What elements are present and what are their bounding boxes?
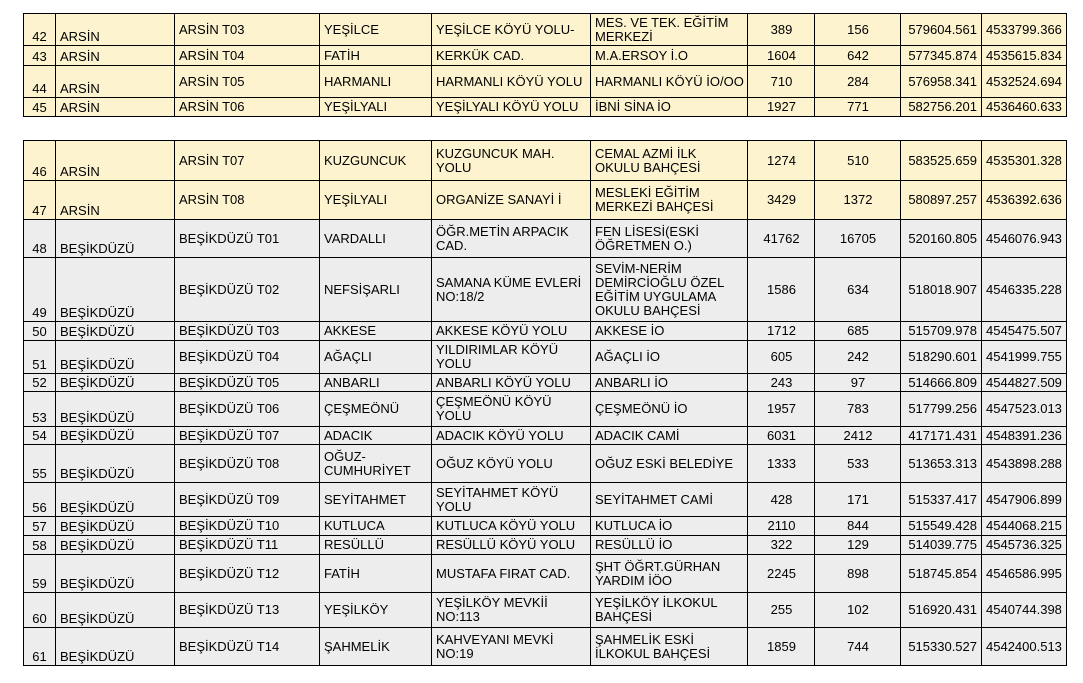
y-coordinate-cell: 4543898.288 [982,445,1067,483]
x-coordinate-cell: 576958.341 [901,66,982,98]
address-cell: KUTLUCA KÖYÜ YOLU [432,517,591,536]
neighborhood-cell: OĞUZ-CUMHURİYET [320,445,432,483]
population-cell: 3429 [748,181,815,220]
y-coordinate-cell: 4547523.013 [982,392,1067,427]
population-cell: 1333 [748,445,815,483]
place-cell: SEYİTAHMET CAMİ [591,483,748,517]
population-cell: 1927 [748,98,815,117]
y-coordinate-cell: 4535615.834 [982,46,1067,66]
table-row [24,258,1067,322]
address-cell: KUZGUNCUK MAH. YOLU [432,141,591,181]
row-number-cell: 43 [24,46,56,66]
district-cell: BEŞİKDÜZÜ [56,341,175,374]
table-row [24,593,1067,628]
row-number-cell: 48 [24,220,56,258]
row-number-cell: 54 [24,427,56,445]
x-coordinate-cell: 580897.257 [901,181,982,220]
population-cell: 1604 [748,46,815,66]
address-cell: KERKÜK CAD. [432,46,591,66]
row-number-cell: 61 [24,628,56,666]
place-cell: AKKESE İO [591,322,748,341]
data-table-main [23,140,1067,666]
place-cell: RESÜLLÜ İO [591,536,748,555]
y-coordinate-cell: 4545475.507 [982,322,1067,341]
x-coordinate-cell: 516920.431 [901,593,982,628]
x-coordinate-cell: 515330.527 [901,628,982,666]
place-cell: ŞHT ÖĞRT.GÜRHAN YARDIM İÖO [591,555,748,593]
y-coordinate-cell: 4535301.328 [982,141,1067,181]
row-number-cell: 50 [24,322,56,341]
neighborhood-cell: ANBARLI [320,374,432,392]
address-cell: ÇEŞMEÖNÜ KÖYÜ YOLU [432,392,591,427]
address-cell: AKKESE KÖYÜ YOLU [432,322,591,341]
district-cell: ARSİN [56,141,175,181]
population-cell: 428 [748,483,815,517]
neighborhood-cell: KUTLUCA [320,517,432,536]
x-coordinate-cell: 517799.256 [901,392,982,427]
neighborhood-cell: HARMANLI [320,66,432,98]
y-coordinate-cell: 4542400.513 [982,628,1067,666]
table-row [24,66,1067,98]
district-cell: ARSİN [56,46,175,66]
district-cell: BEŞİKDÜZÜ [56,628,175,666]
station-code-cell: BEŞİKDÜZÜ T05 [175,374,320,392]
neighborhood-cell: NEFSİŞARLI [320,258,432,322]
y-coordinate-cell: 4544827.509 [982,374,1067,392]
population-cell: 1586 [748,258,815,322]
y-coordinate-cell: 4546335.228 [982,258,1067,322]
x-coordinate-cell: 417171.431 [901,427,982,445]
station-code-cell: BEŞİKDÜZÜ T14 [175,628,320,666]
address-cell: KAHVEYANI MEVKİ NO:19 [432,628,591,666]
table-row [24,483,1067,517]
table-row [24,374,1067,392]
population-cell: 1859 [748,628,815,666]
population-cell: 243 [748,374,815,392]
station-code-cell: BEŞİKDÜZÜ T13 [175,593,320,628]
place-cell: KUTLUCA İO [591,517,748,536]
neighborhood-cell: ÇEŞMEÖNÜ [320,392,432,427]
table-row [24,517,1067,536]
place-cell: MESLEKİ EĞİTİM MERKEZİ BAHÇESİ [591,181,748,220]
place-cell: OĞUZ ESKİ BELEDİYE [591,445,748,483]
row-number-cell: 57 [24,517,56,536]
row-number-cell: 56 [24,483,56,517]
address-cell: RESÜLLÜ KÖYÜ YOLU [432,536,591,555]
table-row [24,555,1067,593]
population-cell: 1712 [748,322,815,341]
household-cell: 533 [815,445,901,483]
station-code-cell: ARSİN T08 [175,181,320,220]
population-cell: 1274 [748,141,815,181]
station-code-cell: BEŞİKDÜZÜ T11 [175,536,320,555]
household-cell: 771 [815,98,901,117]
address-cell: SAMANA KÜME EVLERİ NO:18/2 [432,258,591,322]
district-cell: BEŞİKDÜZÜ [56,374,175,392]
x-coordinate-cell: 514666.809 [901,374,982,392]
address-cell: ÖĞR.METİN ARPACIK CAD. [432,220,591,258]
district-cell: BEŞİKDÜZÜ [56,517,175,536]
x-coordinate-cell: 520160.805 [901,220,982,258]
neighborhood-cell: SEYİTAHMET [320,483,432,517]
y-coordinate-cell: 4546076.943 [982,220,1067,258]
row-number-cell: 46 [24,141,56,181]
household-cell: 156 [815,14,901,46]
x-coordinate-cell: 583525.659 [901,141,982,181]
x-coordinate-cell: 518018.907 [901,258,982,322]
address-cell: HARMANLI KÖYÜ YOLU [432,66,591,98]
household-cell: 171 [815,483,901,517]
row-number-cell: 58 [24,536,56,555]
district-cell: BEŞİKDÜZÜ [56,593,175,628]
household-cell: 744 [815,628,901,666]
x-coordinate-cell: 518745.854 [901,555,982,593]
row-number-cell: 45 [24,98,56,117]
neighborhood-cell: KUZGUNCUK [320,141,432,181]
station-code-cell: ARSİN T07 [175,141,320,181]
station-code-cell: ARSİN T05 [175,66,320,98]
place-cell: YEŞİLKÖY İLKOKUL BAHÇESİ [591,593,748,628]
table-top-body [24,14,1067,117]
household-cell: 284 [815,66,901,98]
y-coordinate-cell: 4545736.325 [982,536,1067,555]
district-cell: BEŞİKDÜZÜ [56,392,175,427]
y-coordinate-cell: 4547906.899 [982,483,1067,517]
population-cell: 322 [748,536,815,555]
place-cell: SEVİM-NERİM DEMİRCİOĞLU ÖZEL EĞİTİM UYGULAMA OKULU BAHÇESİ [591,258,748,322]
population-cell: 255 [748,593,815,628]
table-row [24,628,1067,666]
y-coordinate-cell: 4533799.366 [982,14,1067,46]
y-coordinate-cell: 4541999.755 [982,341,1067,374]
neighborhood-cell: ŞAHMELİK [320,628,432,666]
row-number-cell: 55 [24,445,56,483]
household-cell: 783 [815,392,901,427]
household-cell: 102 [815,593,901,628]
station-code-cell: BEŞİKDÜZÜ T09 [175,483,320,517]
place-cell: ÇEŞMEÖNÜ İO [591,392,748,427]
address-cell: ANBARLI KÖYÜ YOLU [432,374,591,392]
table-row [24,141,1067,181]
address-cell: ADACIK KÖYÜ YOLU [432,427,591,445]
station-code-cell: BEŞİKDÜZÜ T06 [175,392,320,427]
population-cell: 6031 [748,427,815,445]
household-cell: 242 [815,341,901,374]
neighborhood-cell: ADACIK [320,427,432,445]
table-row [24,536,1067,555]
neighborhood-cell: YEŞİLYALI [320,181,432,220]
neighborhood-cell: VARDALLI [320,220,432,258]
household-cell: 844 [815,517,901,536]
district-cell: BEŞİKDÜZÜ [56,258,175,322]
household-cell: 16705 [815,220,901,258]
row-number-cell: 52 [24,374,56,392]
district-cell: BEŞİKDÜZÜ [56,536,175,555]
population-cell: 1957 [748,392,815,427]
district-cell: BEŞİKDÜZÜ [56,220,175,258]
district-cell: ARSİN [56,66,175,98]
table-row [24,392,1067,427]
district-cell: BEŞİKDÜZÜ [56,555,175,593]
table-row [24,220,1067,258]
station-code-cell: ARSİN T04 [175,46,320,66]
household-cell: 97 [815,374,901,392]
population-cell: 41762 [748,220,815,258]
population-cell: 605 [748,341,815,374]
row-number-cell: 44 [24,66,56,98]
household-cell: 510 [815,141,901,181]
district-cell: BEŞİKDÜZÜ [56,427,175,445]
station-code-cell: BEŞİKDÜZÜ T01 [175,220,320,258]
station-code-cell: ARSİN T06 [175,98,320,117]
address-cell: YEŞİLCE KÖYÜ YOLU- [432,14,591,46]
neighborhood-cell: FATİH [320,555,432,593]
address-cell: YILDIRIMLAR KÖYÜ YOLU [432,341,591,374]
x-coordinate-cell: 579604.561 [901,14,982,46]
table-row [24,322,1067,341]
neighborhood-cell: AKKESE [320,322,432,341]
address-cell: YEŞİLYALI KÖYÜ YOLU [432,98,591,117]
address-cell: ORGANİZE SANAYİ İ [432,181,591,220]
table-row [24,98,1067,117]
place-cell: CEMAL AZMİ İLK OKULU BAHÇESİ [591,141,748,181]
table-row [24,427,1067,445]
neighborhood-cell: AĞAÇLI [320,341,432,374]
address-cell: OĞUZ KÖYÜ YOLU [432,445,591,483]
station-code-cell: BEŞİKDÜZÜ T10 [175,517,320,536]
table-row [24,46,1067,66]
place-cell: ADACIK CAMİ [591,427,748,445]
district-cell: ARSİN [56,181,175,220]
y-coordinate-cell: 4540744.398 [982,593,1067,628]
x-coordinate-cell: 577345.874 [901,46,982,66]
district-cell: BEŞİKDÜZÜ [56,483,175,517]
place-cell: ŞAHMELİK ESKİ İLKOKUL BAHÇESİ [591,628,748,666]
row-number-cell: 42 [24,14,56,46]
neighborhood-cell: FATİH [320,46,432,66]
district-cell: ARSİN [56,98,175,117]
place-cell: MES. VE TEK. EĞİTİM MERKEZİ [591,14,748,46]
station-code-cell: BEŞİKDÜZÜ T07 [175,427,320,445]
table-row [24,181,1067,220]
row-number-cell: 49 [24,258,56,322]
population-cell: 389 [748,14,815,46]
household-cell: 898 [815,555,901,593]
place-cell: FEN LİSESİ(ESKİ ÖĞRETMEN O.) [591,220,748,258]
neighborhood-cell: YEŞİLYALI [320,98,432,117]
household-cell: 2412 [815,427,901,445]
data-table-top [23,13,1067,117]
district-cell: BEŞİKDÜZÜ [56,445,175,483]
y-coordinate-cell: 4536392.636 [982,181,1067,220]
district-cell: BEŞİKDÜZÜ [56,322,175,341]
station-code-cell: ARSİN T03 [175,14,320,46]
station-code-cell: BEŞİKDÜZÜ T04 [175,341,320,374]
place-cell: HARMANLI KÖYÜ İO/OO [591,66,748,98]
table-row [24,445,1067,483]
household-cell: 1372 [815,181,901,220]
population-cell: 2110 [748,517,815,536]
x-coordinate-cell: 518290.601 [901,341,982,374]
table-row [24,14,1067,46]
neighborhood-cell: YEŞİLKÖY [320,593,432,628]
row-number-cell: 47 [24,181,56,220]
place-cell: AĞAÇLI İO [591,341,748,374]
address-cell: MUSTAFA FIRAT CAD. [432,555,591,593]
x-coordinate-cell: 515549.428 [901,517,982,536]
row-number-cell: 51 [24,341,56,374]
y-coordinate-cell: 4544068.215 [982,517,1067,536]
row-number-cell: 60 [24,593,56,628]
x-coordinate-cell: 515709.978 [901,322,982,341]
table-main-body [24,141,1067,666]
y-coordinate-cell: 4536460.633 [982,98,1067,117]
station-code-cell: BEŞİKDÜZÜ T12 [175,555,320,593]
y-coordinate-cell: 4532524.694 [982,66,1067,98]
station-code-cell: BEŞİKDÜZÜ T03 [175,322,320,341]
x-coordinate-cell: 515337.417 [901,483,982,517]
row-number-cell: 59 [24,555,56,593]
x-coordinate-cell: 514039.775 [901,536,982,555]
station-code-cell: BEŞİKDÜZÜ T02 [175,258,320,322]
household-cell: 642 [815,46,901,66]
neighborhood-cell: YEŞİLCE [320,14,432,46]
neighborhood-cell: RESÜLLÜ [320,536,432,555]
household-cell: 634 [815,258,901,322]
place-cell: M.A.ERSOY İ.O [591,46,748,66]
population-cell: 2245 [748,555,815,593]
household-cell: 685 [815,322,901,341]
district-cell: ARSİN [56,14,175,46]
y-coordinate-cell: 4548391.236 [982,427,1067,445]
address-cell: YEŞİLKÖY MEVKİİ NO:113 [432,593,591,628]
x-coordinate-cell: 582756.201 [901,98,982,117]
population-cell: 710 [748,66,815,98]
place-cell: İBNİ SİNA İO [591,98,748,117]
household-cell: 129 [815,536,901,555]
station-code-cell: BEŞİKDÜZÜ T08 [175,445,320,483]
y-coordinate-cell: 4546586.995 [982,555,1067,593]
row-number-cell: 53 [24,392,56,427]
x-coordinate-cell: 513653.313 [901,445,982,483]
table-row [24,341,1067,374]
place-cell: ANBARLI İO [591,374,748,392]
address-cell: SEYİTAHMET KÖYÜ YOLU [432,483,591,517]
